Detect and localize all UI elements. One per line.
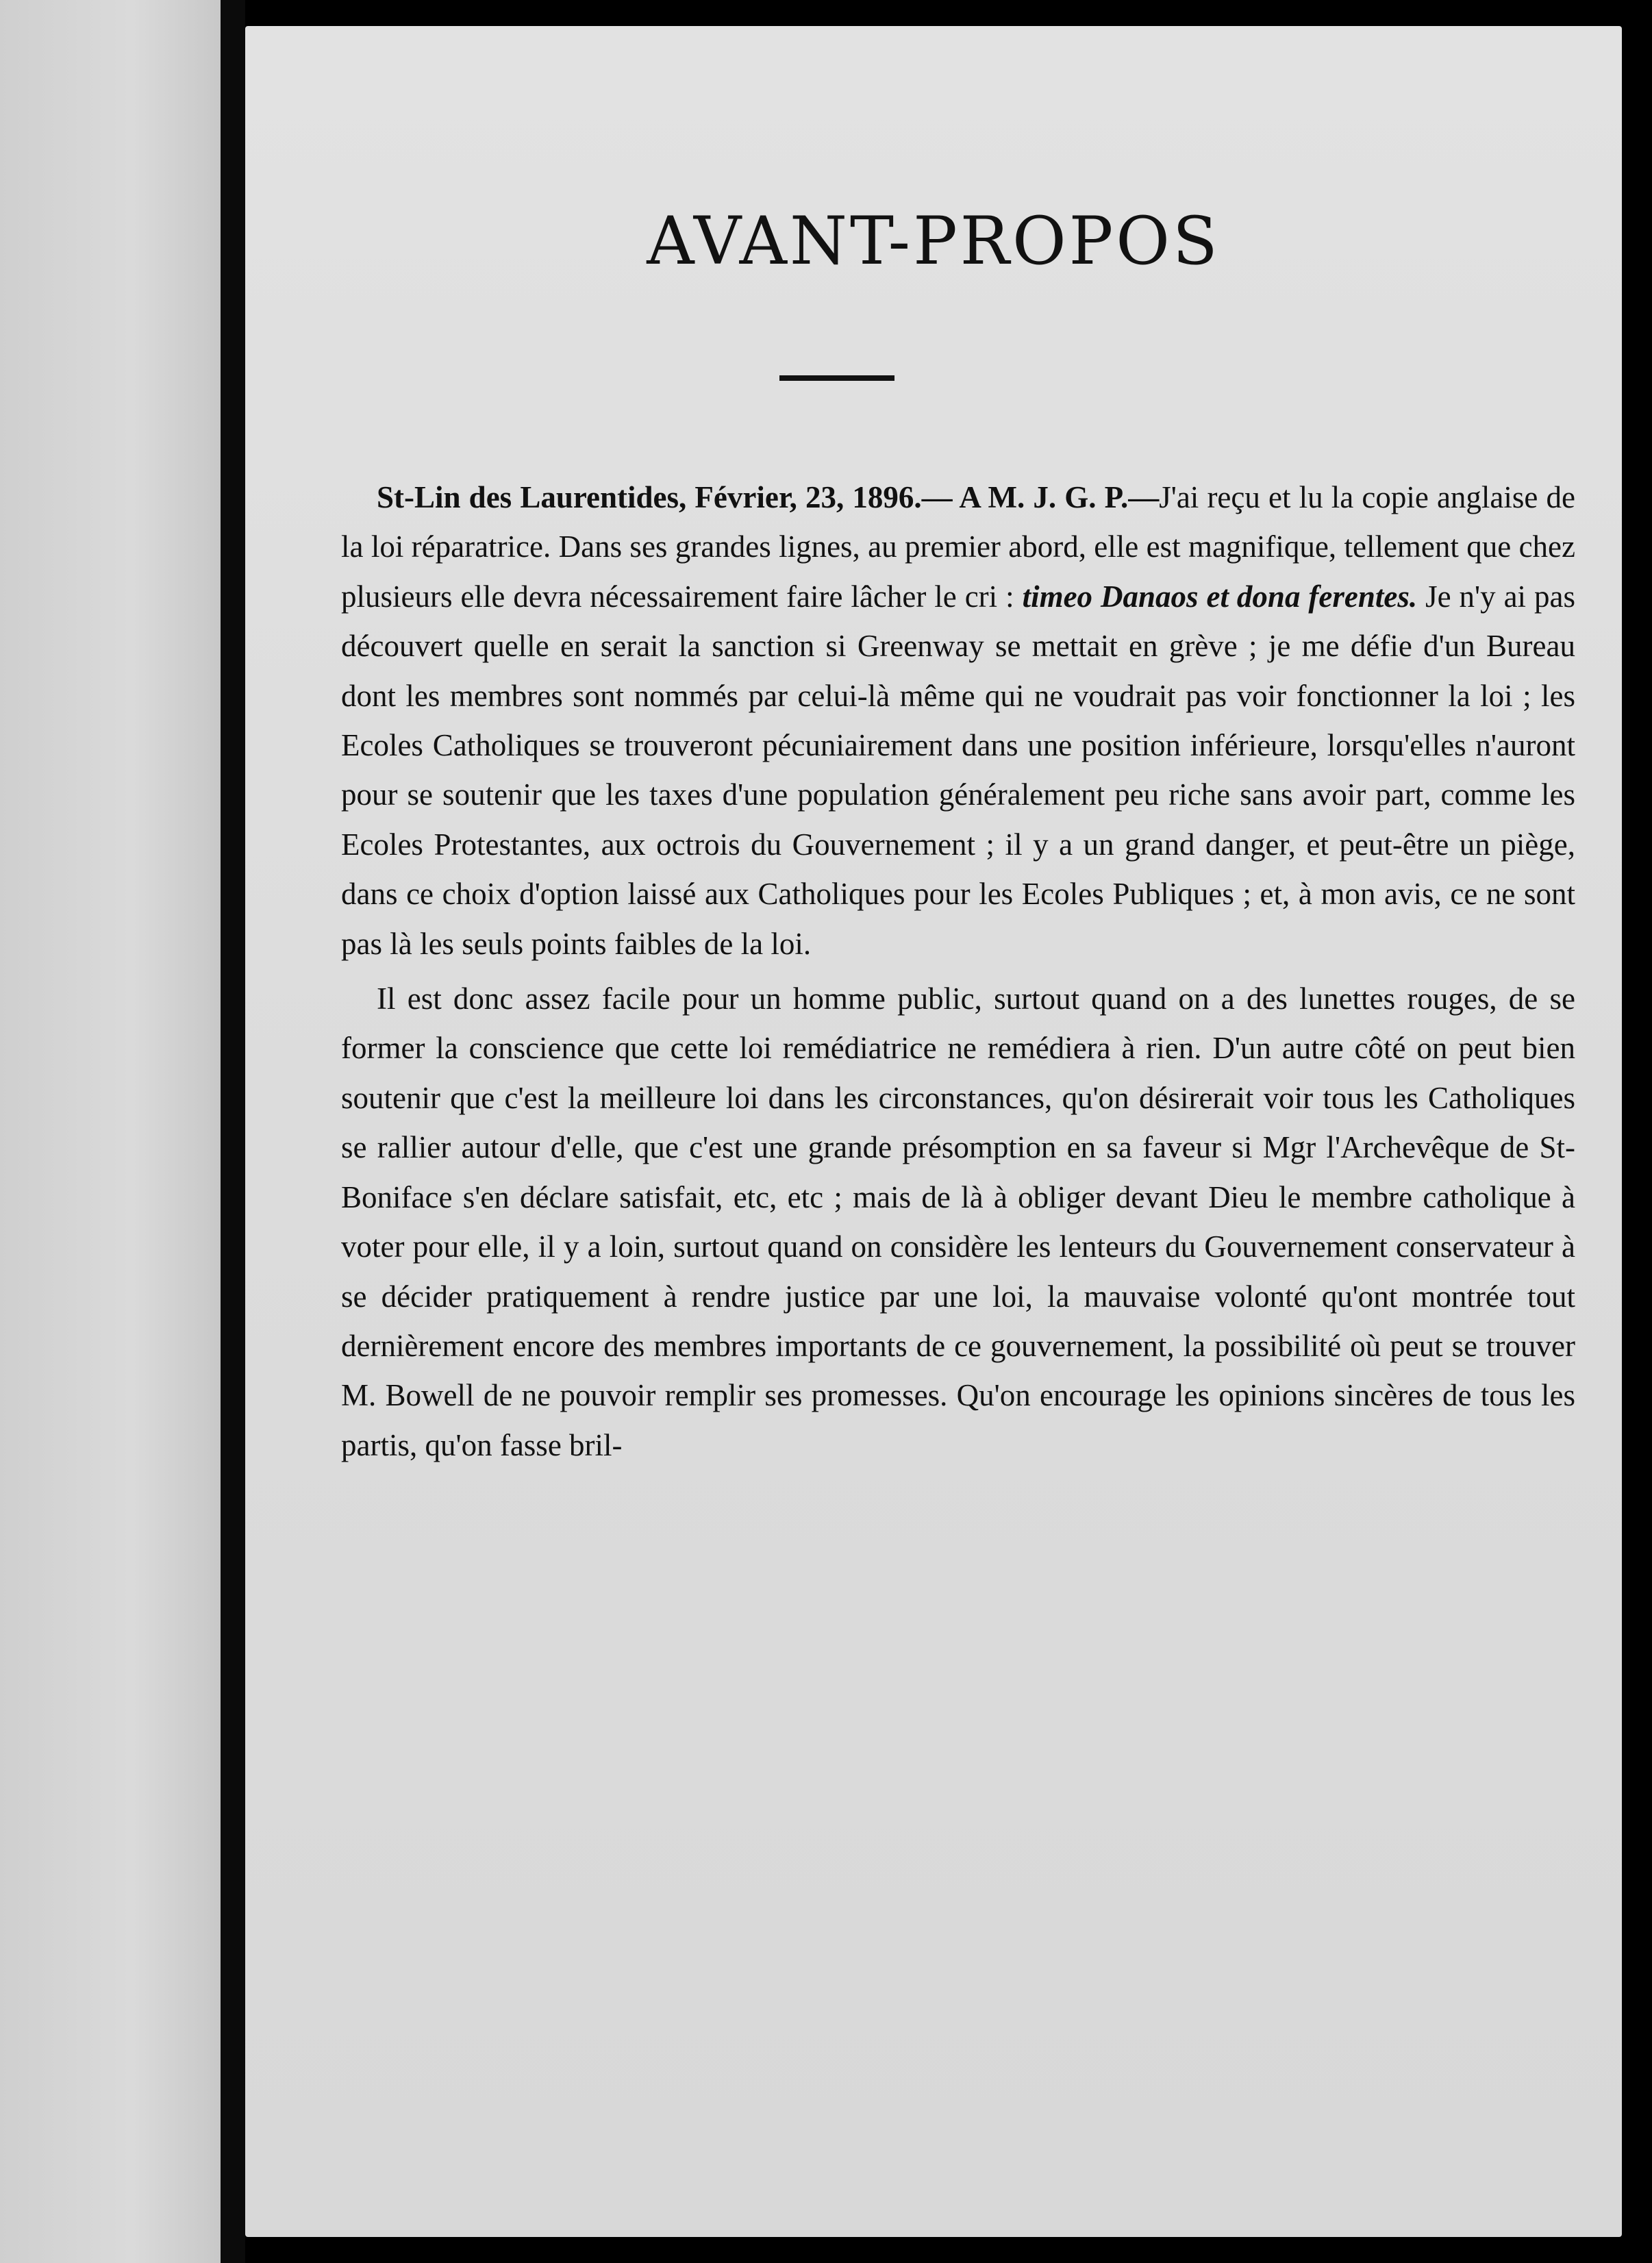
dateline: St-Lin des Laurentides, Février, 23, 1896.— A M. J. G. P.— bbox=[377, 480, 1160, 514]
title-rule bbox=[779, 375, 894, 381]
body-text bbox=[341, 473, 1575, 1470]
book-page bbox=[245, 26, 1622, 2237]
paragraph-2: Il est donc assez facile pour un homme public, surtout quand on a des lunettes rouges, de se former la conscience que cette loi remédiatrice ne remédiera à rien. D'un autre côté on peut bien soutenir que c'est la meilleure loi dans les circonstances, qu'on désirerait voir tous les Catholiques se rallier autour d'elle, que c'est une grande présomption en sa faveur si Mgr l'Archevêque de St-Boniface s'en déclare satisfait, etc, etc ; mais de là à obliger devant Dieu le membre catholique à voter pour elle, il y a loin, surtout quand on considère les lenteurs du Gouvernement conservateur à se décider pratiquement à rendre justice par une loi, la mauvaise volonté qu'ont montrée tout dernièrement encore des membres importants de ce gouvernement, la possibilité où peut se trouver M. Bowell de ne pouvoir remplir ses promesses. Qu'on encourage les opinions sincères de tous les partis, qu'on fasse bril- bbox=[341, 982, 1575, 1462]
facing-page-edge bbox=[0, 0, 221, 2263]
paragraph-1-text-b: Je n'y ai pas découvert quelle en serait la sanction si Greenway se mettait en grève ; je me défie d'un Bureau dont les membres sont nommés par celui-là même qui ne voudrait pas voir fonctionner la loi ; les Ecoles Catholiques se trouveront pécuniairement dans une position inférieure, lorsqu'elles n'auront pour se soutenir que les taxes d'une population généralement peu riche sans avoir part, comme les Ecoles Protestantes, aux octrois du Gouvernement ; il y a un grand danger, et peut-être un piège, dans ce choix d'option laissé aux Catholiques pour les Ecoles Publiques ; et, à mon avis, ce ne sont pas là les seuls points faibles de la loi. bbox=[341, 579, 1575, 961]
page-title: AVANT-PROPOS bbox=[647, 203, 1221, 279]
paragraph-1-text-a: J'ai reçu et lu la copie anglaise de la loi réparatrice. Dans ses grandes lignes, au premier abord, elle est magnifique, tellement que chez plusieurs elle devra nécessairement faire lâcher le cri : bbox=[341, 480, 1575, 614]
paragraph-1 bbox=[341, 473, 1575, 968]
book-gutter bbox=[221, 0, 245, 2263]
latin-quote: timeo Danaos et dona ferentes. bbox=[1022, 579, 1418, 614]
